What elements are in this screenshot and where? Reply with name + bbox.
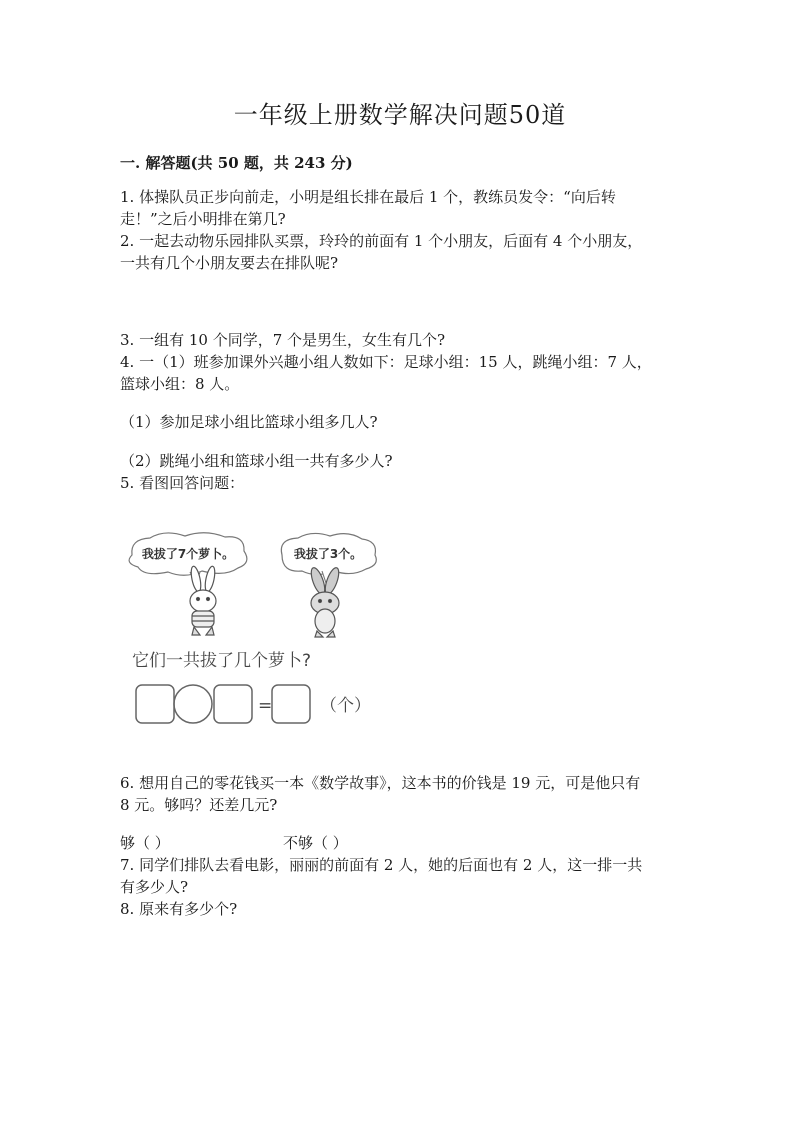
question-2-line-2: 一共有几个小朋友要去在排队呢? (120, 254, 339, 272)
question-7-line-2: 有多少人? (120, 878, 189, 896)
answer-box-2 (214, 685, 252, 723)
question-1-line-2: 走！”之后小明排在第几? (120, 210, 286, 228)
right-bubble-text: 我拔了3个。 (293, 547, 363, 561)
page-title: 一年级上册数学解决问题50道 (233, 101, 567, 129)
rabbit-figure (120, 525, 390, 730)
question-4-line-2: 篮球小组：8 人。 (120, 375, 240, 393)
question-2-line-1: 2. 一起去动物乐园排队买票，玲玲的前面有 1 个小朋友，后面有 4 个小朋友， (120, 232, 643, 250)
question-4-sub-2: （2）跳绳小组和篮球小组一共有多少人? (120, 452, 393, 470)
section-heading: 一. 解答题(共 50 题，共 243 分) (120, 154, 353, 172)
question-3: 3. 一组有 10 个同学，7 个是男生，女生有几个? (120, 331, 446, 349)
option-not-enough: 不够（ ） (283, 834, 348, 852)
operator-circle (174, 685, 212, 723)
equals-sign: = (258, 696, 273, 716)
question-8: 8. 原来有多少个? (120, 900, 238, 918)
question-5: 5. 看图回答问题： (120, 474, 245, 492)
answer-box-1 (136, 685, 174, 723)
question-7-line-1: 7. 同学们排队去看电影，丽丽的前面有 2 人，她的后面也有 2 人，这一排一共 (120, 856, 643, 874)
question-4-line-1: 4. 一（1）班参加课外兴趣小组人数如下：足球小组：15 人，跳绳小组：7 人， (120, 353, 652, 371)
unit-label: （个） (320, 696, 371, 716)
question-1-line-1: 1. 体操队员正步向前走，小明是组长排在最后 1 个，教练员发令：“向后转 (120, 188, 616, 206)
left-bubble-text: 我拔了7个萝卜。 (141, 547, 235, 561)
figure-question: 它们一共拔了几个萝卜? (132, 651, 312, 671)
question-6-line-1: 6. 想用自己的零花钱买一本《数学故事》，这本书的价钱是 19 元，可是他只有 (120, 774, 641, 792)
option-enough: 够（ ） (120, 834, 170, 852)
rabbit-left-icon (189, 565, 216, 635)
question-6-line-2: 8 元。够吗？还差几元? (120, 796, 278, 814)
question-4-sub-1: （1）参加足球小组比篮球小组多几人? (120, 413, 378, 431)
answer-box-result (272, 685, 310, 723)
